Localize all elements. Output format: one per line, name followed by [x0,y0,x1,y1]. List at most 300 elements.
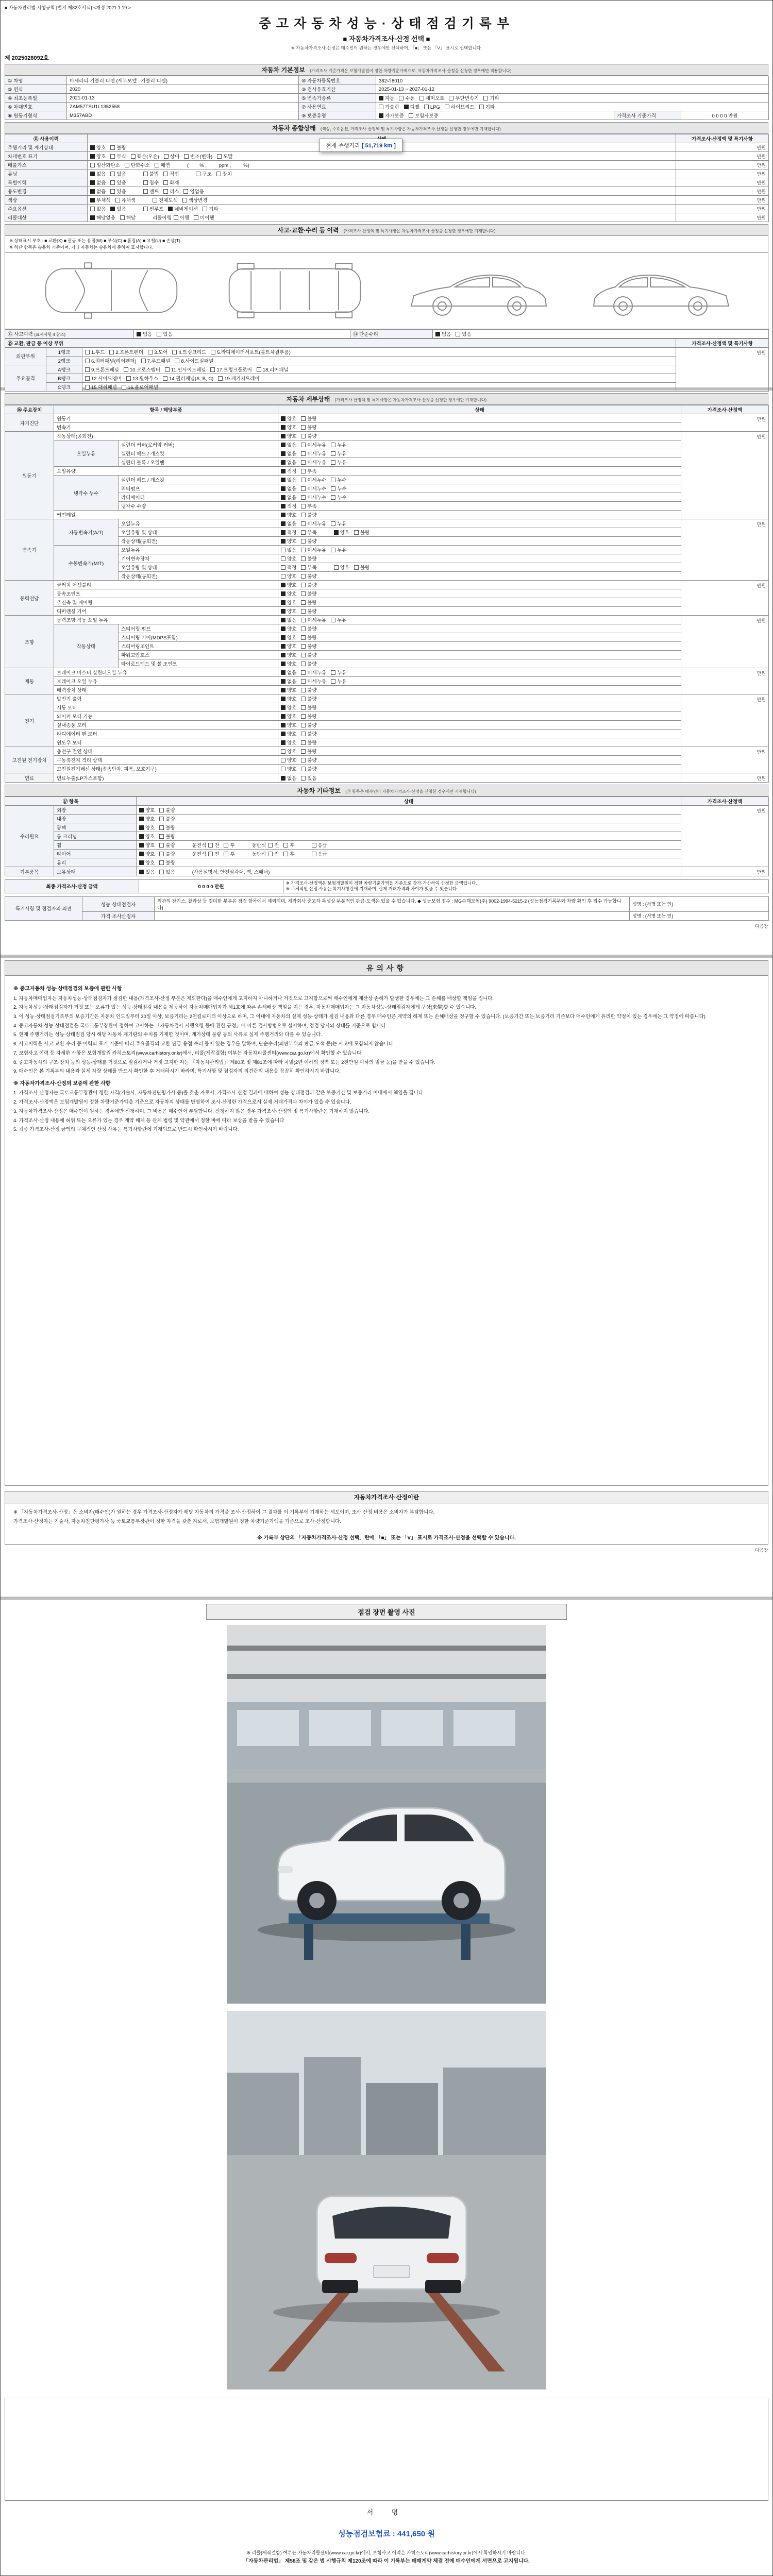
option-양호 [281,555,296,562]
option-label: 렌트 [149,189,159,195]
unchecked-checkbox-icon[interactable] [449,96,453,100]
unchecked-checkbox-icon[interactable] [159,834,164,839]
unchecked-checkbox-icon[interactable] [131,154,136,159]
price-definition-lines [5,1503,768,1531]
unchecked-checkbox-icon[interactable] [301,653,306,657]
option-label: 불량 [307,644,317,650]
unchecked-checkbox-icon[interactable] [301,591,306,596]
remarks-table [5,896,769,921]
unchecked-checkbox-icon[interactable] [379,105,383,109]
inspector-remarks-text: 외관의 잔기스, 찰과상 등 경미한 부분은 점검 항목에서 제외되며, 제작회사 중고차 특성상 부분적인 판금·도색은 있을 수 있습니다. ◆ 성능보험 접수 : MG손해보험(주) 9002-1994-5215-2 (성능점검기록부와 차량 확인 후 접수 가능합니다) [155,896,630,911]
option-label: 해당없음 [96,215,115,221]
unchecked-checkbox-icon[interactable] [301,574,306,579]
unchecked-checkbox-icon[interactable] [301,688,306,692]
unchecked-checkbox-icon[interactable] [203,207,207,211]
option-탄화수소 [125,161,150,168]
item-state [278,423,681,432]
accident-history-section [5,224,768,400]
checked-checkbox-icon[interactable] [281,451,285,456]
unchecked-checkbox-icon[interactable] [163,376,167,381]
checked-checkbox-icon[interactable] [281,486,285,491]
unchecked-checkbox-icon[interactable] [122,385,126,389]
next-page-marker: 다음장 [754,1548,768,1553]
unchecked-checkbox-icon[interactable] [153,198,157,202]
unchecked-checkbox-icon[interactable] [141,359,146,363]
unchecked-checkbox-icon[interactable] [301,740,306,745]
item-label: 발전기 출력 [54,694,278,703]
checked-checkbox-icon[interactable] [137,332,141,336]
unchecked-checkbox-icon[interactable] [456,332,460,336]
unchecked-checkbox-icon[interactable] [331,495,335,500]
unchecked-checkbox-icon[interactable] [312,852,316,856]
option-label: 14.필러패널(A, B, C) [169,376,214,382]
unchecked-checkbox-icon[interactable] [155,163,159,167]
checked-checkbox-icon[interactable] [281,513,285,517]
unchecked-checkbox-icon[interactable] [331,618,335,622]
checked-checkbox-icon[interactable] [281,539,285,544]
unchecked-checkbox-icon[interactable] [110,145,115,150]
unchecked-checkbox-icon[interactable] [301,486,306,491]
checked-checkbox-icon[interactable] [281,583,285,587]
option-적정 [281,564,296,571]
item-label: 윈도우 모터 [54,738,278,747]
option-group [281,713,322,720]
unchecked-checkbox-icon[interactable] [159,852,164,856]
unchecked-checkbox-icon[interactable] [301,723,306,727]
warranty-options [376,111,614,120]
option-부식 [110,152,126,160]
option-불량 [159,850,175,857]
unchecked-checkbox-icon[interactable] [157,332,161,336]
checked-checkbox-icon[interactable] [90,145,95,150]
option-group [281,704,322,711]
unchecked-checkbox-icon[interactable] [124,367,128,372]
unchecked-checkbox-icon[interactable] [331,478,335,482]
checked-checkbox-icon[interactable] [281,618,285,622]
checked-checkbox-icon[interactable] [90,172,95,176]
option-label: 17.트렁크플로어 [216,367,252,373]
checked-checkbox-icon[interactable] [334,530,339,535]
unchecked-checkbox-icon[interactable] [281,749,285,754]
option-10.크로스멤버 [124,366,160,373]
unchecked-checkbox-icon[interactable] [301,618,306,622]
unchecked-checkbox-icon[interactable] [301,495,306,500]
option-양호 [139,806,155,814]
unchecked-checkbox-icon[interactable] [174,215,178,220]
checked-checkbox-icon[interactable] [281,644,285,649]
unchecked-checkbox-icon[interactable] [301,469,306,473]
option-무채색 [90,196,111,204]
unchecked-checkbox-icon[interactable] [331,679,335,684]
unchecked-checkbox-icon[interactable] [301,635,306,640]
option-리스 [163,188,179,195]
option-label: 6.쿼터패널(리어펜더) [91,358,137,364]
item-state [278,686,681,694]
option-누유 [331,459,346,466]
option-누수 [331,494,346,501]
unchecked-checkbox-icon[interactable] [159,843,164,848]
option-group [139,859,180,866]
unchecked-checkbox-icon[interactable] [424,105,429,109]
unchecked-checkbox-icon[interactable] [301,697,306,701]
unchecked-checkbox-icon[interactable] [110,189,115,194]
notice-item: 1. 가격조사·산정자는 국토교통부장관이 정한 자격(기술사, 자동차진단평가사 등)을 갖춘 자로서, 가격조사·산정 결과에 대하여 성능·상태점검과 같은 보증기간 및 보증거리 이내에서 책임을 집니다. [13,1090,425,1096]
overall-title: 자동차 종합상태 [272,125,316,132]
unchecked-checkbox-icon[interactable] [301,776,306,781]
unchecked-checkbox-icon[interactable] [164,154,169,159]
unchecked-checkbox-icon[interactable] [301,416,306,421]
unchecked-checkbox-icon[interactable] [399,96,404,100]
option-group [139,824,180,831]
detail-row [5,467,769,476]
unchecked-checkbox-icon[interactable] [483,96,488,100]
option-LPG [424,105,440,110]
unchecked-checkbox-icon[interactable] [184,154,189,159]
checked-checkbox-icon[interactable] [281,469,285,473]
unchecked-checkbox-icon[interactable] [159,825,164,830]
unchecked-checkbox-icon[interactable] [281,767,285,771]
option-label: 보험사보증 [414,113,439,119]
unchecked-checkbox-icon[interactable] [301,749,306,754]
etc-item-state [137,815,681,823]
unchecked-checkbox-icon[interactable] [115,198,120,202]
unchecked-checkbox-icon[interactable] [143,189,148,194]
unchecked-checkbox-icon[interactable] [218,376,223,381]
unchecked-checkbox-icon[interactable] [175,359,179,363]
checked-checkbox-icon[interactable] [90,154,95,159]
checked-checkbox-icon[interactable] [281,460,285,465]
option-label: 부족 [307,565,317,571]
unchecked-checkbox-icon[interactable] [331,521,335,526]
checked-checkbox-icon[interactable] [281,776,285,781]
checked-checkbox-icon[interactable] [379,113,383,118]
checked-checkbox-icon[interactable] [281,425,285,430]
unchecked-checkbox-icon[interactable] [85,376,90,381]
unchecked-checkbox-icon[interactable] [208,843,213,848]
checked-checkbox-icon[interactable] [281,600,285,605]
unchecked-checkbox-icon[interactable] [110,172,115,176]
unchecked-checkbox-icon[interactable] [85,350,90,354]
checked-checkbox-icon[interactable] [281,679,285,684]
unchecked-checkbox-icon[interactable] [312,843,316,848]
checked-checkbox-icon[interactable] [139,834,144,839]
unchecked-checkbox-icon[interactable] [301,478,306,482]
unchecked-checkbox-icon[interactable] [110,180,115,185]
option-label: 무단변속기 [455,96,479,101]
price-definition-bold-line: ※ 기록부 상단의 「자동차가격조사·산정 선택」란에 「■」 또는 「V」 표시로 가격조사·산정을 선택할 수 있습니다. [257,1535,516,1541]
checked-checkbox-icon[interactable] [281,521,285,526]
overall-row [5,152,769,161]
option-label: 1.후드 [91,349,105,355]
option-label: 12.사이드멤버 [91,376,122,382]
option-label: 불량 [116,145,126,151]
unchecked-checkbox-icon[interactable] [126,376,131,381]
unchecked-checkbox-icon[interactable] [110,154,115,159]
unchecked-checkbox-icon[interactable] [90,163,95,167]
unchecked-checkbox-icon[interactable] [331,460,335,465]
unchecked-checkbox-icon[interactable] [85,367,90,372]
item-label: 스티어링조인트 [119,642,278,651]
checked-checkbox-icon[interactable] [281,609,285,614]
unchecked-checkbox-icon[interactable] [224,843,228,848]
unchecked-checkbox-icon[interactable] [268,843,273,848]
unchecked-checkbox-icon[interactable] [301,565,306,570]
exchange-rank-table [5,338,769,392]
unchecked-checkbox-icon[interactable] [208,852,213,856]
unchecked-checkbox-icon[interactable] [281,565,285,570]
checked-checkbox-icon[interactable] [90,180,95,185]
unchecked-checkbox-icon[interactable] [301,767,306,771]
notice-item: 8. 중고자동차의 구조·장치 등의 성능·상태를 거짓으로 점검하거나 거짓 고지한 자는 「자동차관리법」 제80조 및 제81조에 따라 처벌(2년 이하의 징역 또는 2천만원 이하의 벌금 등)을 받을 수 있습니다. [13,1059,436,1065]
rank-label: C랭크 [46,382,82,391]
item-state [278,528,681,537]
option-label: 응급 [317,852,327,857]
checked-checkbox-icon[interactable] [139,843,144,848]
unchecked-checkbox-icon[interactable] [85,359,90,363]
option-label: 있음 [116,189,126,195]
option-label: 불량 [307,513,317,518]
item-label: 기어변속장치 [119,554,278,563]
unchecked-checkbox-icon[interactable] [354,565,359,570]
unchecked-checkbox-icon[interactable] [301,504,306,509]
option-label: 7.루프패널 [147,358,171,364]
detail-row [5,677,769,686]
reg-no-label: ⑩ 자동차등록번호 [299,76,376,85]
item-label: 오일유량 및 상태 [119,528,278,537]
price-cell: 만원 [681,414,769,432]
checked-checkbox-icon[interactable] [139,817,144,821]
unchecked-checkbox-icon[interactable] [334,565,339,570]
unchecked-checkbox-icon[interactable] [301,548,306,552]
unchecked-checkbox-icon[interactable] [301,626,306,631]
unchecked-checkbox-icon[interactable] [331,670,335,675]
unchecked-checkbox-icon[interactable] [217,154,222,159]
checked-checkbox-icon[interactable] [90,189,95,194]
option-label: 없음 [287,486,297,492]
unchecked-checkbox-icon[interactable] [301,732,306,736]
price-cell: 만원 [676,196,769,205]
unchecked-checkbox-icon[interactable] [163,180,168,185]
unchecked-checkbox-icon[interactable] [120,215,125,220]
checked-checkbox-icon[interactable] [281,504,285,509]
unchecked-checkbox-icon[interactable] [159,860,164,865]
checked-checkbox-icon[interactable] [90,198,95,202]
unchecked-checkbox-icon[interactable] [210,367,215,372]
unchecked-checkbox-icon[interactable] [331,443,335,447]
unchecked-checkbox-icon[interactable] [224,852,228,856]
option-label: 2.프론트펜더 [115,349,144,355]
unchecked-checkbox-icon[interactable] [479,105,484,109]
option-label: 8.사이드실패널 [181,358,214,364]
unchecked-checkbox-icon[interactable] [216,172,221,176]
unchecked-checkbox-icon[interactable] [125,163,129,167]
price-cell: 만원 [676,170,769,178]
unchecked-checkbox-icon[interactable] [283,843,288,848]
option-label: 부족 [307,530,317,536]
detail-row [5,511,769,519]
checked-checkbox-icon[interactable] [110,207,115,211]
unchecked-checkbox-icon[interactable] [331,486,335,491]
unchecked-checkbox-icon[interactable] [194,215,198,220]
first-registration-label: ④ 최초등록일 [5,94,67,103]
etc-item-state [137,832,681,841]
unchecked-checkbox-icon[interactable] [301,530,306,535]
option-label: 누수 [337,495,347,501]
unchecked-checkbox-icon[interactable] [301,705,306,710]
unchecked-checkbox-icon[interactable] [183,189,188,194]
unchecked-checkbox-icon[interactable] [281,574,285,579]
unchecked-checkbox-icon[interactable] [172,350,177,354]
checked-checkbox-icon[interactable] [168,207,173,211]
unchecked-checkbox-icon[interactable] [281,758,285,762]
checked-checkbox-icon[interactable] [379,96,383,100]
option-수동 [399,94,414,101]
checked-checkbox-icon[interactable] [404,105,409,109]
checked-checkbox-icon[interactable] [281,697,285,701]
unchecked-checkbox-icon[interactable] [143,207,148,211]
unchecked-checkbox-icon[interactable] [301,460,306,465]
option-18.리어패널 [257,366,289,373]
transmission-options [376,94,769,103]
checked-checkbox-icon[interactable] [139,870,144,874]
checked-checkbox-icon[interactable] [281,591,285,596]
option-label: 양호 [287,697,297,702]
unchecked-checkbox-icon[interactable] [283,852,288,856]
unchecked-checkbox-icon[interactable] [143,172,148,176]
unchecked-checkbox-icon[interactable] [159,870,164,874]
page-4 [5,1604,768,2576]
checked-checkbox-icon[interactable] [281,495,285,500]
unchecked-checkbox-icon[interactable] [301,443,306,447]
next-page-marker: 다음장 [754,923,768,929]
unchecked-checkbox-icon[interactable] [301,679,306,684]
unchecked-checkbox-icon[interactable] [409,113,413,118]
item-label: 연료누출(LP가스포함) [54,773,278,783]
unchecked-checkbox-icon[interactable] [331,451,335,456]
unchecked-checkbox-icon[interactable] [182,198,187,202]
footer-line: ※ 리콜(제작결함) 여부는 자동차리콜센터(www.car.go.kr)에서, 보험사고 이력은 카히스토리(www.carhistory.or.kr)에서 확인하시기 바랍니다. [246,2550,527,2555]
unchecked-checkbox-icon[interactable] [109,350,114,354]
unchecked-checkbox-icon[interactable] [419,96,424,100]
checked-checkbox-icon[interactable] [139,852,144,856]
checked-checkbox-icon[interactable] [281,662,285,666]
unchecked-checkbox-icon[interactable] [165,367,170,372]
device-label: 동력전달 [5,581,54,616]
unchecked-checkbox-icon[interactable] [301,425,306,430]
option-있음 [110,188,126,195]
checked-checkbox-icon[interactable] [281,478,285,482]
unchecked-checkbox-icon[interactable] [281,548,285,552]
notice-item: 1. 자동차매매업자는 자동차성능·상태점검자가 점검한 내용(가격조사·산정 부분은 제외한다)을 매수인에게 고지하지 아니하거나 거짓으로 고지함으로써 매수인에게 재산상 손해가 발생한 경우에는 그 손해를 배상할 책임을 집니다. [13,995,494,1002]
unchecked-checkbox-icon[interactable] [159,817,164,821]
unchecked-checkbox-icon[interactable] [159,808,164,812]
unchecked-checkbox-icon[interactable] [331,548,335,552]
unchecked-checkbox-icon[interactable] [163,172,168,176]
checked-checkbox-icon[interactable] [281,714,285,719]
unchecked-checkbox-icon[interactable] [354,530,359,535]
notice-item: 7. 보험사고 이력 등 자세한 사항은 보험개발원 카히스토리(www.carhistory.or.kr)에서, 리콜(제작결함) 여부는 자동차리콜센터(www.car.go.kr)에서 확인할 수 있습니다. [13,1050,363,1056]
unchecked-checkbox-icon[interactable] [143,180,148,185]
notice-item: 2. 자동차성능·상태점검자가 거짓 또는 오류가 있는 성능·상태점검 내용을 제공하여 자동차매매업자가 제1호에 따른 손해배상 책임을 지는 경우, 자동차매매업자는 그 자동차성능·상태점검자에게 구상(求償)할 수 있습니다. [13,1005,476,1011]
checked-checkbox-icon[interactable] [281,416,285,421]
option-label: 18.리어패널 [262,367,289,373]
checked-checkbox-icon[interactable] [139,860,144,865]
checked-checkbox-icon[interactable] [281,670,285,675]
unchecked-checkbox-icon[interactable] [90,207,95,211]
checked-checkbox-icon[interactable] [435,332,440,336]
unchecked-checkbox-icon[interactable] [301,513,306,517]
option-양호 [90,152,106,160]
unchecked-checkbox-icon[interactable] [148,350,153,354]
unchecked-checkbox-icon[interactable] [301,600,306,605]
unchecked-checkbox-icon[interactable] [301,670,306,675]
checked-checkbox-icon[interactable] [281,653,285,657]
unchecked-checkbox-icon[interactable] [281,556,285,561]
option-label: 구조 [202,172,212,177]
checked-checkbox-icon[interactable] [139,808,144,812]
unchecked-checkbox-icon[interactable] [301,434,306,438]
unchecked-checkbox-icon[interactable] [301,609,306,614]
unchecked-checkbox-icon[interactable] [301,539,306,544]
checked-checkbox-icon[interactable] [281,626,285,631]
unchecked-checkbox-icon[interactable] [301,556,306,561]
unchecked-checkbox-icon[interactable] [301,451,306,456]
unchecked-checkbox-icon[interactable] [85,385,90,389]
checked-checkbox-icon[interactable] [281,723,285,727]
checked-checkbox-icon[interactable] [281,635,285,640]
unchecked-checkbox-icon[interactable] [301,644,306,649]
option-group [281,756,322,764]
inspection-period-label: ③ 검사유효기간 [299,85,376,94]
unchecked-checkbox-icon[interactable] [301,714,306,719]
notice-section-head: ※ 자동차가격조사·산정의 보증에 관한 사항 [13,1080,111,1087]
unchecked-checkbox-icon[interactable] [301,662,306,666]
unchecked-checkbox-icon[interactable] [268,852,273,856]
unchecked-checkbox-icon[interactable] [211,350,215,354]
checked-checkbox-icon[interactable] [281,732,285,736]
option-label: 자가보증 [385,113,404,119]
option-group [139,815,180,822]
checked-checkbox-icon[interactable] [281,443,285,447]
unchecked-checkbox-icon[interactable] [301,583,306,587]
unchecked-checkbox-icon[interactable] [196,172,200,176]
final-price-label: 최종 가격조사·산정 금액 [5,880,139,893]
detail-row [5,581,769,589]
unchecked-checkbox-icon[interactable] [257,367,261,372]
checked-checkbox-icon[interactable] [281,705,285,710]
option-group [252,841,299,849]
detail-row [5,572,769,581]
signature-box [5,2398,768,2501]
detail-row [5,703,769,712]
unchecked-checkbox-icon[interactable] [301,758,306,762]
checked-checkbox-icon[interactable] [90,215,95,220]
option-미이행 [194,214,214,221]
option-label: 후 [230,843,235,849]
checked-checkbox-icon[interactable] [281,740,285,745]
checked-checkbox-icon[interactable] [281,688,285,692]
unchecked-checkbox-icon[interactable] [163,189,168,194]
item-state [278,440,681,449]
option-label: 양호 [287,434,297,439]
page-1 [5,4,768,391]
unchecked-checkbox-icon[interactable] [445,105,449,109]
checked-checkbox-icon[interactable] [281,434,285,438]
checked-checkbox-icon[interactable] [281,530,285,535]
checked-checkbox-icon[interactable] [139,825,144,830]
detail-price-header: 가격조사·산정액 [681,405,769,414]
unchecked-checkbox-icon[interactable] [301,521,306,526]
